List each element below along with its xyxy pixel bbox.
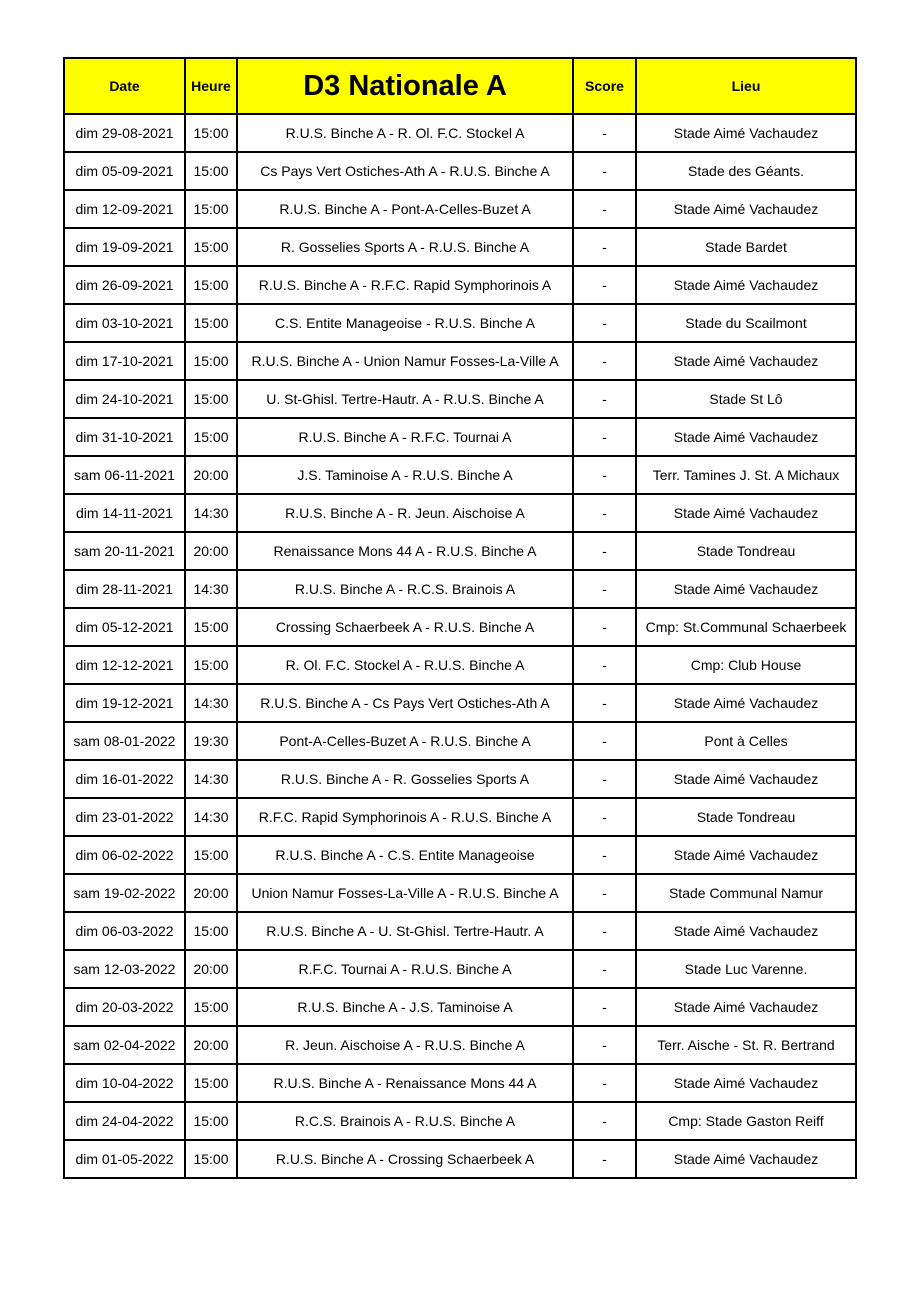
match-score: - [573,722,636,760]
match-score: - [573,912,636,950]
match-venue: Stade Aimé Vachaudez [636,1064,856,1102]
match-time: 20:00 [185,874,237,912]
table-row [64,646,856,684]
match-time: 15:00 [185,152,237,190]
match-fixture: Cs Pays Vert Ostiches-Ath A - R.U.S. Binche A [237,152,573,190]
match-fixture: Renaissance Mons 44 A - R.U.S. Binche A [237,532,573,570]
match-date: dim 26-09-2021 [64,266,185,304]
match-fixture: Crossing Schaerbeek A - R.U.S. Binche A [237,608,573,646]
match-venue: Stade Aimé Vachaudez [636,912,856,950]
match-date: dim 28-11-2021 [64,570,185,608]
match-venue: Stade Aimé Vachaudez [636,760,856,798]
match-venue: Stade Aimé Vachaudez [636,494,856,532]
match-fixture: R.U.S. Binche A - R.F.C. Tournai A [237,418,573,456]
match-score: - [573,874,636,912]
match-date: dim 16-01-2022 [64,760,185,798]
match-fixture: R.U.S. Binche A - R.F.C. Rapid Symphorinois A [237,266,573,304]
table-row [64,266,856,304]
match-time: 15:00 [185,1140,237,1178]
match-venue: Stade Aimé Vachaudez [636,988,856,1026]
table-row [64,608,856,646]
table-row [64,722,856,760]
match-time: 15:00 [185,912,237,950]
match-score: - [573,532,636,570]
match-time: 15:00 [185,418,237,456]
match-score: - [573,456,636,494]
table-body [64,114,856,1178]
match-fixture: R.U.S. Binche A - Renaissance Mons 44 A [237,1064,573,1102]
table-row [64,380,856,418]
match-time: 14:30 [185,798,237,836]
match-time: 15:00 [185,380,237,418]
match-venue: Stade Aimé Vachaudez [636,836,856,874]
table-row [64,190,856,228]
match-date: dim 01-05-2022 [64,1140,185,1178]
match-fixture: R.U.S. Binche A - Union Namur Fosses-La-Ville A [237,342,573,380]
match-date: dim 03-10-2021 [64,304,185,342]
match-date: sam 20-11-2021 [64,532,185,570]
match-fixture: R.U.S. Binche A - R. Ol. F.C. Stockel A [237,114,573,152]
match-date: dim 10-04-2022 [64,1064,185,1102]
match-score: - [573,570,636,608]
match-date: dim 19-12-2021 [64,684,185,722]
match-date: dim 06-03-2022 [64,912,185,950]
match-date: dim 05-09-2021 [64,152,185,190]
header-time: Heure [185,58,237,114]
match-fixture: R.C.S. Brainois A - R.U.S. Binche A [237,1102,573,1140]
table-row [64,342,856,380]
match-date: sam 19-02-2022 [64,874,185,912]
match-fixture: R.U.S. Binche A - C.S. Entite Manageoise [237,836,573,874]
table-row [64,532,856,570]
match-venue: Stade Aimé Vachaudez [636,570,856,608]
match-fixture: R.U.S. Binche A - R.C.S. Brainois A [237,570,573,608]
match-time: 15:00 [185,836,237,874]
table-row [64,456,856,494]
match-fixture: Pont-A-Celles-Buzet A - R.U.S. Binche A [237,722,573,760]
table-row [64,152,856,190]
match-fixture: J.S. Taminoise A - R.U.S. Binche A [237,456,573,494]
table-row [64,950,856,988]
match-fixture: R.U.S. Binche A - R. Jeun. Aischoise A [237,494,573,532]
match-venue: Stade Aimé Vachaudez [636,342,856,380]
match-fixture: R.F.C. Tournai A - R.U.S. Binche A [237,950,573,988]
match-time: 15:00 [185,342,237,380]
match-time: 20:00 [185,950,237,988]
match-time: 15:00 [185,608,237,646]
match-date: dim 17-10-2021 [64,342,185,380]
match-fixture: U. St-Ghisl. Tertre-Hautr. A - R.U.S. Binche A [237,380,573,418]
match-venue: Stade Aimé Vachaudez [636,114,856,152]
header-row [64,58,856,114]
match-fixture: R. Jeun. Aischoise A - R.U.S. Binche A [237,1026,573,1064]
match-date: dim 05-12-2021 [64,608,185,646]
table-row [64,988,856,1026]
match-fixture: R. Gosselies Sports A - R.U.S. Binche A [237,228,573,266]
match-time: 15:00 [185,988,237,1026]
match-time: 15:00 [185,190,237,228]
table-row [64,228,856,266]
match-date: sam 12-03-2022 [64,950,185,988]
match-score: - [573,988,636,1026]
table-row [64,1102,856,1140]
match-time: 19:30 [185,722,237,760]
match-time: 15:00 [185,228,237,266]
table-row [64,418,856,456]
match-venue: Stade Aimé Vachaudez [636,684,856,722]
match-time: 15:00 [185,1102,237,1140]
match-date: dim 20-03-2022 [64,988,185,1026]
table-row [64,684,856,722]
match-time: 15:00 [185,304,237,342]
match-date: dim 19-09-2021 [64,228,185,266]
match-score: - [573,228,636,266]
match-venue: Stade Bardet [636,228,856,266]
match-venue: Pont à Celles [636,722,856,760]
match-time: 14:30 [185,760,237,798]
match-time: 14:30 [185,684,237,722]
match-venue: Cmp: Stade Gaston Reiff [636,1102,856,1140]
match-venue: Stade Aimé Vachaudez [636,190,856,228]
match-date: sam 02-04-2022 [64,1026,185,1064]
match-time: 14:30 [185,570,237,608]
match-fixture: R.U.S. Binche A - Cs Pays Vert Ostiches-Ath A [237,684,573,722]
match-date: dim 12-09-2021 [64,190,185,228]
match-score: - [573,684,636,722]
match-date: sam 06-11-2021 [64,456,185,494]
match-score: - [573,380,636,418]
match-score: - [573,152,636,190]
match-venue: Stade Aimé Vachaudez [636,418,856,456]
match-score: - [573,494,636,532]
match-fixture: R.F.C. Rapid Symphorinois A - R.U.S. Binche A [237,798,573,836]
match-venue: Stade Communal Namur [636,874,856,912]
match-score: - [573,950,636,988]
match-time: 20:00 [185,456,237,494]
match-time: 20:00 [185,532,237,570]
match-fixture: R.U.S. Binche A - Pont-A-Celles-Buzet A [237,190,573,228]
table-row [64,570,856,608]
match-venue: Stade du Scailmont [636,304,856,342]
match-score: - [573,1102,636,1140]
header-score: Score [573,58,636,114]
match-fixture: R. Ol. F.C. Stockel A - R.U.S. Binche A [237,646,573,684]
match-venue: Cmp: St.Communal Schaerbeek [636,608,856,646]
match-time: 15:00 [185,1064,237,1102]
match-score: - [573,304,636,342]
table-row [64,836,856,874]
match-score: - [573,266,636,304]
match-venue: Stade Aimé Vachaudez [636,1140,856,1178]
match-fixture: R.U.S. Binche A - Crossing Schaerbeek A [237,1140,573,1178]
table-row [64,1140,856,1178]
match-score: - [573,760,636,798]
header-date: Date [64,58,185,114]
match-time: 14:30 [185,494,237,532]
fixture-table [63,57,857,1179]
table-row [64,304,856,342]
match-venue: Terr. Tamines J. St. A Michaux [636,456,856,494]
match-score: - [573,1026,636,1064]
table-row [64,494,856,532]
table-row [64,912,856,950]
match-time: 20:00 [185,1026,237,1064]
match-date: dim 31-10-2021 [64,418,185,456]
match-date: dim 06-02-2022 [64,836,185,874]
match-date: sam 08-01-2022 [64,722,185,760]
match-score: - [573,190,636,228]
match-fixture: R.U.S. Binche A - J.S. Taminoise A [237,988,573,1026]
match-score: - [573,342,636,380]
match-score: - [573,836,636,874]
match-fixture: R.U.S. Binche A - U. St-Ghisl. Tertre-Hautr. A [237,912,573,950]
match-venue: Stade St Lô [636,380,856,418]
match-venue: Stade Luc Varenne. [636,950,856,988]
match-time: 15:00 [185,646,237,684]
match-venue: Stade Aimé Vachaudez [636,266,856,304]
match-date: dim 29-08-2021 [64,114,185,152]
match-score: - [573,1064,636,1102]
table-row [64,798,856,836]
match-fixture: R.U.S. Binche A - R. Gosselies Sports A [237,760,573,798]
match-time: 15:00 [185,114,237,152]
match-venue: Cmp: Club House [636,646,856,684]
table-title: D3 Nationale A [237,58,573,114]
match-fixture: Union Namur Fosses-La-Ville A - R.U.S. Binche A [237,874,573,912]
header-venue: Lieu [636,58,856,114]
match-date: dim 14-11-2021 [64,494,185,532]
match-score: - [573,608,636,646]
match-venue: Stade des Géants. [636,152,856,190]
table-row [64,1064,856,1102]
match-score: - [573,1140,636,1178]
match-venue: Terr. Aische - St. R. Bertrand [636,1026,856,1064]
table-row [64,114,856,152]
match-time: 15:00 [185,266,237,304]
match-fixture: C.S. Entite Manageoise - R.U.S. Binche A [237,304,573,342]
table-row [64,1026,856,1064]
table-row [64,760,856,798]
match-score: - [573,418,636,456]
match-date: dim 23-01-2022 [64,798,185,836]
table-header [64,58,856,114]
match-score: - [573,114,636,152]
match-date: dim 24-10-2021 [64,380,185,418]
table-row [64,874,856,912]
match-score: - [573,798,636,836]
match-date: dim 24-04-2022 [64,1102,185,1140]
match-venue: Stade Tondreau [636,798,856,836]
match-date: dim 12-12-2021 [64,646,185,684]
match-score: - [573,646,636,684]
match-venue: Stade Tondreau [636,532,856,570]
